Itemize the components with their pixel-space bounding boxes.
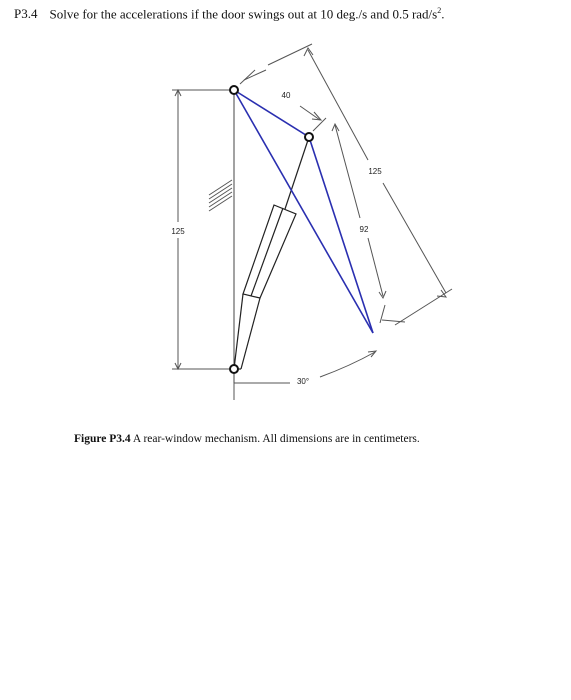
dimension-window-label: 125 (368, 167, 382, 176)
vertical-dimension-label: 125 (171, 227, 185, 236)
ground-hatch (209, 180, 232, 211)
caption-label: Figure P3.4 (74, 433, 131, 445)
dimension-window-125 (268, 44, 452, 325)
dimension-40-label: 40 (281, 91, 291, 100)
dimension-strut-92 (332, 124, 386, 323)
angle-arc (320, 352, 375, 377)
bottom-pivot (230, 365, 238, 373)
problem-text: Solve for the accelerations if the door swings out at 10 deg./s and 0.5 rad/s (49, 6, 438, 22)
dimension-strut-label: 92 (359, 225, 369, 234)
angle-label: 30° (296, 377, 310, 386)
pivot-joints (230, 86, 313, 373)
middle-pivot (305, 133, 313, 141)
caption-text: A rear-window mechanism. All dimensions are in centimeters. (130, 433, 420, 445)
problem-number: P3.4 (14, 6, 38, 22)
problem-end: . (441, 6, 445, 22)
figure-caption (74, 433, 420, 445)
top-pivot (230, 86, 238, 94)
gas-strut (234, 137, 309, 369)
problem-exponent: 2 (437, 6, 442, 15)
